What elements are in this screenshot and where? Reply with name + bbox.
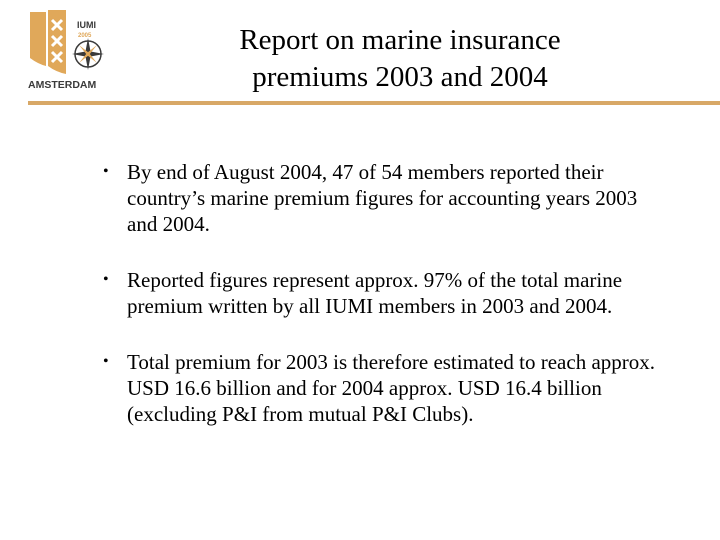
iumi-amsterdam-logo — [26, 8, 110, 92]
bullet-marker: • — [103, 353, 109, 370]
title-divider — [28, 101, 720, 105]
bullet-text: Reported figures represent approx. 97% of the total marine premium written by all IUMI members in 2003 and 2004. — [127, 268, 623, 318]
logo-badge-line1: IUMI — [77, 20, 96, 30]
bullet-marker: • — [103, 163, 109, 180]
bullet-marker: • — [103, 271, 109, 288]
slide-title-line1: Report on marine insurance — [239, 24, 561, 56]
bullet-text: By end of August 2004, 47 of 54 members reported their country’s marine premium figures for accounting years 2003 and 2004. — [127, 160, 638, 236]
slide-title-line2: premiums 2003 and 2004 — [252, 61, 548, 93]
logo-badge-line2: 2005 — [78, 33, 92, 39]
bullet-text: Total premium for 2003 is therefore estimated to reach approx. USD 16.6 billion and for 2004 approx. USD 16.4 billion (excluding P&I from mutual P&I Clubs). — [127, 350, 656, 426]
logo-city-text: AMSTERDAM — [28, 79, 97, 91]
bullet-item — [103, 267, 663, 319]
bullet-item — [103, 349, 663, 427]
iumi-shield-logo-icon — [26, 8, 110, 80]
slide-title — [150, 22, 650, 96]
bullet-item — [103, 159, 663, 237]
bullet-list — [103, 159, 663, 457]
